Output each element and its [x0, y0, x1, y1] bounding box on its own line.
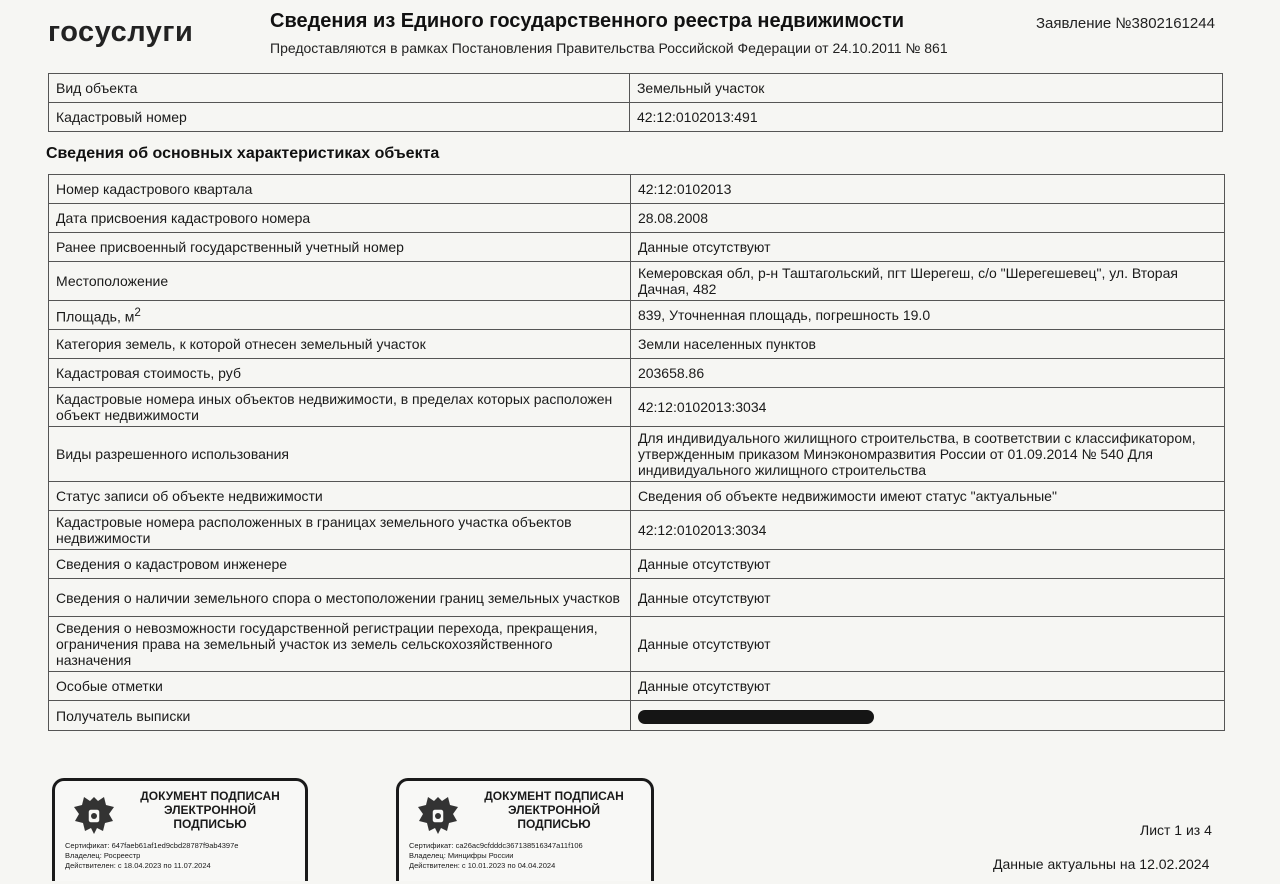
- table-row: [49, 701, 1225, 731]
- table-row: [49, 204, 1225, 233]
- stamp-validity: Действителен: с 10.01.2023 по 04.04.2024: [409, 861, 556, 870]
- table-row: [49, 175, 1225, 204]
- row-value: 42:12:0102013:3034: [630, 388, 1224, 427]
- row-value: Данные отсутствуют: [630, 579, 1224, 617]
- row-label: Категория земель, к которой отнесен земельный участок: [49, 330, 631, 359]
- stamp-validity: Действителен: с 18.04.2023 по 11.07.2024: [65, 861, 211, 870]
- row-value: Для индивидуального жилищного строительства, в соответствии с классификатором, утвержденным приказом Минэкономразвития России от 01.09.2014 № 540 Для индивидуального жилищного строительства: [630, 427, 1224, 482]
- table-row: [49, 388, 1225, 427]
- row-value: 42:12:0102013: [630, 175, 1224, 204]
- object-table: [48, 73, 1223, 132]
- stamp-title-line: ЭЛЕКТРОННОЙ: [164, 803, 256, 817]
- area-label-text: Площадь, м: [56, 308, 135, 325]
- data-actual-date: Данные актуальны на 12.02.2024: [993, 856, 1210, 872]
- row-value: Земельный участок: [629, 74, 1222, 103]
- row-value: 42:12:0102013:3034: [630, 511, 1224, 550]
- row-value: 203658.86: [630, 359, 1224, 388]
- row-label: Сведения о кадастровом инженере: [49, 550, 631, 579]
- stamp-title-line: ДОКУМЕНТ ПОДПИСАН: [484, 789, 624, 803]
- row-label: Получатель выписки: [49, 701, 631, 731]
- row-value: Данные отсутствуют: [630, 617, 1224, 672]
- stamp-title-line: ЭЛЕКТРОННОЙ: [508, 803, 600, 817]
- stamp-title: [125, 789, 295, 831]
- row-value: 839, Уточненная площадь, погрешность 19.0: [630, 301, 1224, 330]
- application-number: Заявление №3802161244: [1036, 15, 1215, 32]
- row-value: Сведения об объекте недвижимости имеют статус "актуальные": [630, 482, 1224, 511]
- row-value: 28.08.2008: [630, 204, 1224, 233]
- table-row: [49, 262, 1225, 301]
- characteristics-table: [48, 174, 1225, 731]
- row-value: Данные отсутствуют: [630, 550, 1224, 579]
- area-label-sup: 2: [134, 306, 141, 320]
- table-row: [49, 550, 1225, 579]
- table-row: [49, 359, 1225, 388]
- row-value: 42:12:0102013:491: [629, 103, 1222, 132]
- stamp-owner: Владелец: Росреестр: [65, 851, 141, 860]
- sheet-number: Лист 1 из 4: [1140, 822, 1212, 838]
- row-label: Кадастровый номер: [49, 103, 630, 132]
- row-label: Виды разрешенного использования: [49, 427, 631, 482]
- stamp-title-line: ДОКУМЕНТ ПОДПИСАН: [140, 789, 280, 803]
- stamp-title: [469, 789, 639, 831]
- stamp-certificate: Сертификат: 647faeb61af1ed9cbd28787f9ab4397e: [65, 841, 239, 850]
- stamp-certificate: Сертификат: ca26ac9cfdddc367138516347a11f106: [409, 841, 583, 850]
- redacted-recipient: [638, 710, 874, 724]
- row-label: Особые отметки: [49, 672, 631, 701]
- signature-stamp: [52, 778, 308, 881]
- table-row: [49, 579, 1225, 617]
- signature-stamp: [396, 778, 654, 881]
- row-value: Данные отсутствуют: [630, 672, 1224, 701]
- table-row: [49, 617, 1225, 672]
- table-row: [49, 74, 1223, 103]
- row-value: [630, 701, 1224, 731]
- row-label: Статус записи об объекте недвижимости: [49, 482, 631, 511]
- stamp-title-line: ПОДПИСЬЮ: [173, 817, 247, 831]
- table-row: [49, 482, 1225, 511]
- row-label: [49, 301, 631, 330]
- table-row: [49, 330, 1225, 359]
- row-label: Вид объекта: [49, 74, 630, 103]
- table-row: [49, 511, 1225, 550]
- table-row: [49, 301, 1225, 330]
- row-label: Кадастровые номера иных объектов недвижимости, в пределах которых расположен объект недвижимости: [49, 388, 631, 427]
- row-value: Земли населенных пунктов: [630, 330, 1224, 359]
- row-label: Сведения о наличии земельного спора о местоположении границ земельных участков: [49, 579, 631, 617]
- row-label: Ранее присвоенный государственный учетный номер: [49, 233, 631, 262]
- stamp-title-line: ПОДПИСЬЮ: [517, 817, 591, 831]
- table-row: [49, 233, 1225, 262]
- document-title: Сведения из Единого государственного реестра недвижимости: [270, 10, 905, 32]
- table-row: [49, 427, 1225, 482]
- stamp-owner: Владелец: Минцифры России: [409, 851, 514, 860]
- coat-of-arms-icon: [69, 791, 119, 841]
- row-label: Дата присвоения кадастрового номера: [49, 204, 631, 233]
- row-label: Сведения о невозможности государственной регистрации перехода, прекращения, ограничения права на земельный участок из земель сельскохозяйственного назначения: [49, 617, 631, 672]
- table-row: [49, 103, 1223, 132]
- document-subtitle: Предоставляются в рамках Постановления Правительства Российской Федерации от 24.10.2011 № 861: [270, 40, 948, 56]
- table-row: [49, 672, 1225, 701]
- row-label: Кадастровые номера расположенных в границах земельного участка объектов недвижимости: [49, 511, 631, 550]
- row-label: Кадастровая стоимость, руб: [49, 359, 631, 388]
- row-value: Данные отсутствуют: [630, 233, 1224, 262]
- row-label: Местоположение: [49, 262, 631, 301]
- row-label: Номер кадастрового квартала: [49, 175, 631, 204]
- coat-of-arms-icon: [413, 791, 463, 841]
- row-value: Кемеровская обл, р-н Таштагольский, пгт Шерегеш, с/о "Шерегешевец", ул. Вторая Дачная, 482: [630, 262, 1224, 301]
- section-title: Сведения об основных характеристиках объекта: [46, 145, 440, 162]
- gosuslugi-logo: госуслуги: [48, 16, 194, 48]
